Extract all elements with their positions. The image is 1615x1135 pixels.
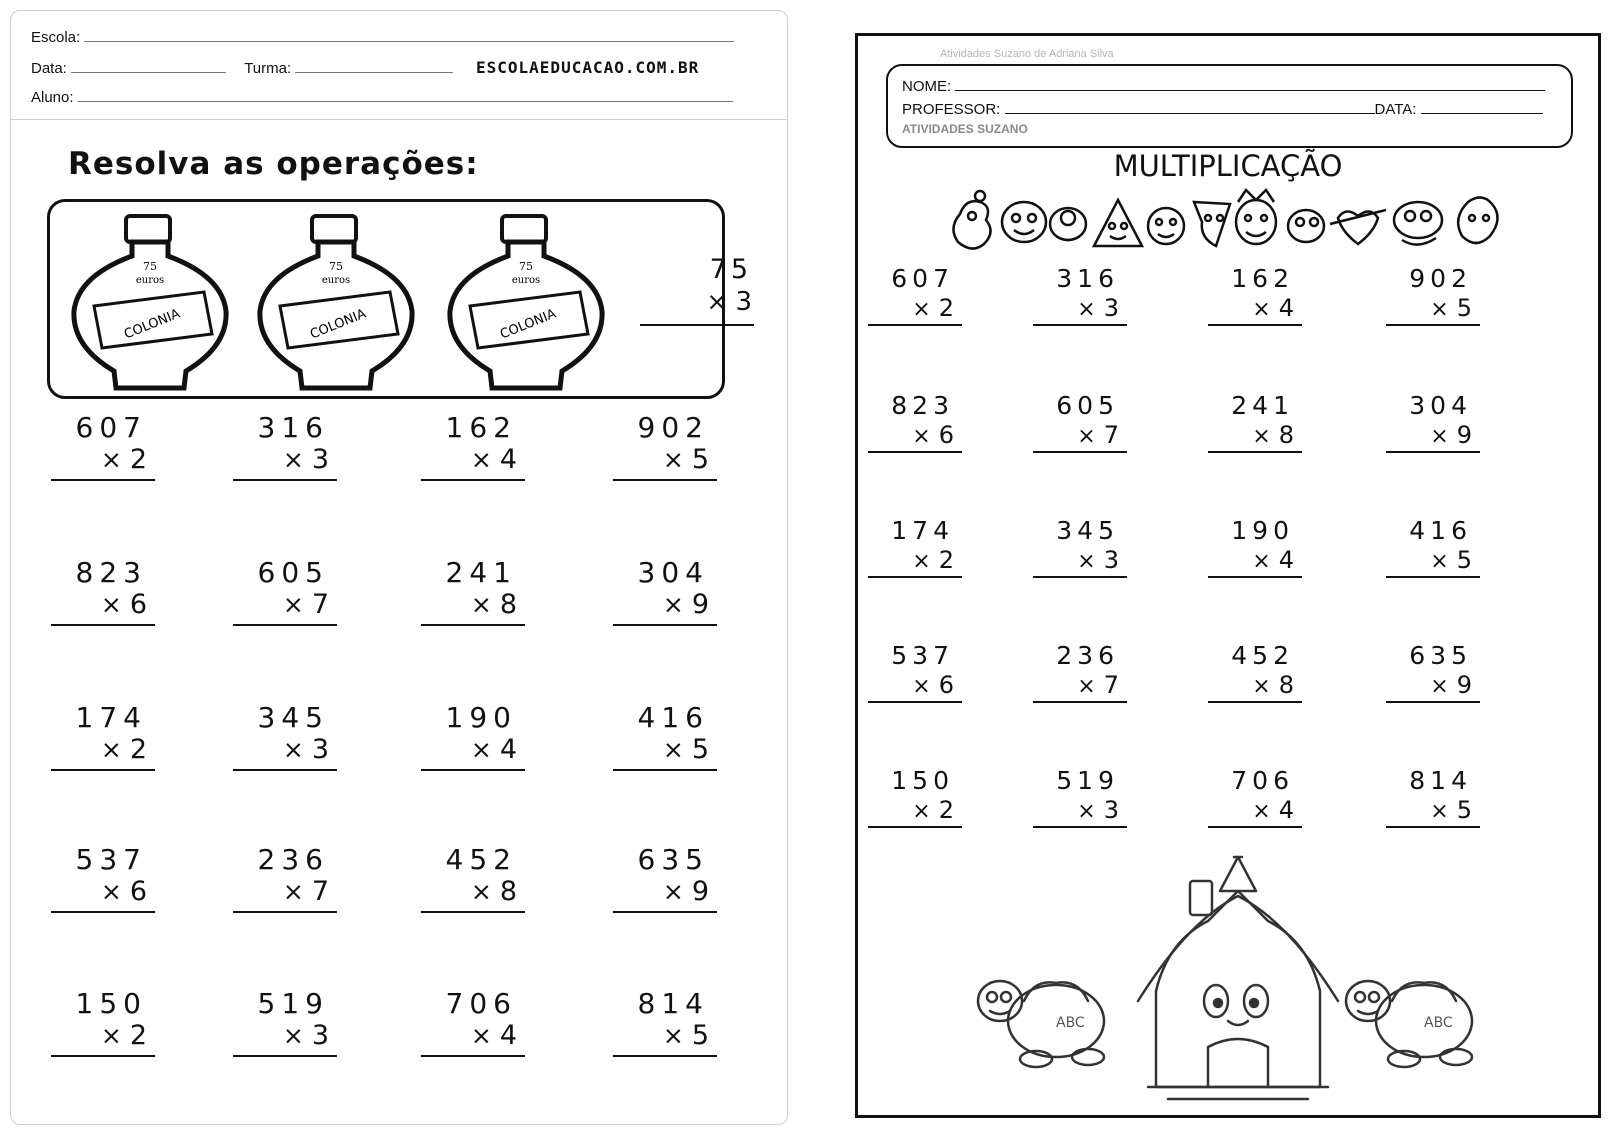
price-number: 75 <box>519 260 533 273</box>
multiplication-problem <box>868 264 962 324</box>
answer-line <box>613 1055 717 1057</box>
multiplicand: 635 <box>637 843 709 876</box>
multiplicand: 607 <box>75 411 147 444</box>
multiplication-problem <box>1208 391 1302 451</box>
multiplication-problem <box>1208 516 1302 576</box>
multiplier-row <box>471 444 517 475</box>
price-unit: euros <box>135 275 165 286</box>
multiplier-row <box>1430 671 1472 699</box>
worksheet-title: MULTIPLICAÇÃO <box>1113 149 1343 183</box>
multiplier: 5 <box>691 1020 709 1051</box>
answer-line <box>421 624 525 626</box>
times-symbol: × <box>1077 297 1096 322</box>
answer-line <box>1208 324 1302 326</box>
multiplier-row <box>471 589 517 620</box>
multiplier: 8 <box>499 589 517 620</box>
multiplier-row <box>1430 796 1472 824</box>
multiplier-row <box>101 589 147 620</box>
multiplier-row <box>1252 546 1294 574</box>
times-symbol: × <box>282 590 304 619</box>
multiplier: 4 <box>1278 546 1294 574</box>
times-symbol: × <box>912 799 931 824</box>
multiplication-problem <box>233 701 337 767</box>
multiplicand: 316 <box>1056 264 1119 293</box>
multiplicand: 150 <box>75 987 147 1020</box>
multiplication-problem <box>51 987 155 1053</box>
multiplication-problem <box>233 411 337 477</box>
multiplier: 7 <box>311 589 329 620</box>
data-turma-row <box>31 60 453 77</box>
multiplier: 8 <box>1278 421 1294 449</box>
multiplier: 2 <box>129 444 147 475</box>
multiplier: 5 <box>1456 796 1472 824</box>
multiplier-row <box>663 1020 709 1051</box>
times-symbol: × <box>1077 549 1096 574</box>
multiplication-problem <box>421 556 525 622</box>
multiplier: 3 <box>311 734 329 765</box>
multiplier-row <box>1077 421 1119 449</box>
nome-line <box>955 78 1545 91</box>
multiplier-row <box>283 589 329 620</box>
multiplier: 6 <box>938 421 954 449</box>
multiplicand: 537 <box>891 641 954 670</box>
multiplication-problem <box>421 701 525 767</box>
answer-line <box>868 451 962 453</box>
multiplier-row <box>1252 294 1294 322</box>
multiplier-row <box>1430 421 1472 449</box>
times-symbol: × <box>1430 674 1449 699</box>
multiplier-row <box>663 589 709 620</box>
multiplier: 5 <box>691 444 709 475</box>
multiplication-problem <box>1386 391 1480 451</box>
times-symbol: × <box>100 445 122 474</box>
price-number: 75 <box>143 260 157 273</box>
times-symbol: × <box>470 735 492 764</box>
answer-line <box>640 324 754 326</box>
multiplication-problem <box>868 766 962 826</box>
multiplier: 2 <box>938 796 954 824</box>
answer-line <box>868 701 962 703</box>
multiplicand: 519 <box>257 987 329 1020</box>
multiplication-problem <box>613 843 717 909</box>
answer-line <box>613 479 717 481</box>
multiplier: 3 <box>1103 546 1119 574</box>
multiplication-problem <box>1208 264 1302 324</box>
price-unit: euros <box>321 275 351 286</box>
answer-line <box>1033 451 1127 453</box>
multiplicand: 304 <box>1409 391 1472 420</box>
answer-line <box>1386 451 1480 453</box>
multiplicand: 345 <box>1056 516 1119 545</box>
answer-line <box>1386 324 1480 326</box>
times-symbol: × <box>662 1021 684 1050</box>
multiplication-problem <box>1386 641 1480 701</box>
multiplicand: 174 <box>891 516 954 545</box>
multiplier-row <box>283 1020 329 1051</box>
multiplier-row <box>912 294 954 322</box>
multiplier-row <box>1252 796 1294 824</box>
multiplicand: 75 <box>709 254 752 285</box>
answer-line <box>421 1055 525 1057</box>
worksheet-title: Resolva as operações: <box>68 146 479 182</box>
multiplication-problem <box>51 411 155 477</box>
data-line <box>71 60 226 73</box>
price-unit: euros <box>511 275 541 286</box>
multiplier-row <box>912 796 954 824</box>
multiplication-problem <box>51 843 155 909</box>
multiplication-problem <box>613 411 717 477</box>
times-symbol: × <box>662 877 684 906</box>
multiplier: 3 <box>311 444 329 475</box>
answer-line <box>421 479 525 481</box>
multiplicand: 519 <box>1056 766 1119 795</box>
aluno-label: Aluno: <box>31 89 74 106</box>
answer-line <box>233 769 337 771</box>
multiplier-row <box>707 287 753 317</box>
multiplier-row <box>663 734 709 765</box>
multiplication-problem <box>1033 391 1127 451</box>
answer-line <box>868 324 962 326</box>
multiplier-row <box>283 876 329 907</box>
answer-line <box>51 479 155 481</box>
answer-line <box>51 911 155 913</box>
multiplier-row <box>1077 546 1119 574</box>
times-symbol: × <box>1077 674 1096 699</box>
professor-row <box>902 101 1543 118</box>
answer-line <box>613 769 717 771</box>
multiplication-problem <box>1033 766 1127 826</box>
multiplication-problem <box>613 987 717 1053</box>
nome-label: NOME: <box>902 78 952 95</box>
multiplier-row <box>101 1020 147 1051</box>
multiplicand: 706 <box>1231 766 1294 795</box>
multiplier: 9 <box>691 589 709 620</box>
perfume-bottle-icon <box>252 206 422 396</box>
multiplicand: 416 <box>637 701 709 734</box>
times-symbol: × <box>662 735 684 764</box>
times-symbol: × <box>1430 549 1449 574</box>
answer-line <box>1208 826 1302 828</box>
times-symbol: × <box>662 590 684 619</box>
perfume-label: COLONIA <box>122 306 183 343</box>
multiplier: 8 <box>1278 671 1294 699</box>
times-symbol: × <box>912 674 931 699</box>
multiplication-problem <box>1033 516 1127 576</box>
answer-line <box>51 769 155 771</box>
multiplicand: 605 <box>257 556 329 589</box>
multiplicand: 607 <box>891 264 954 293</box>
times-symbol: × <box>1430 297 1449 322</box>
times-symbol: × <box>1252 549 1271 574</box>
multiplier: 7 <box>1103 421 1119 449</box>
times-symbol: × <box>470 1021 492 1050</box>
multiplier: 3 <box>311 1020 329 1051</box>
svg-text:ABC: ABC <box>1056 1015 1085 1031</box>
header-separator <box>11 119 787 120</box>
answer-line <box>1386 576 1480 578</box>
atividades-label: ATIVIDADES SUZANO <box>902 122 1028 136</box>
multiplier: 4 <box>1278 294 1294 322</box>
times-symbol: × <box>706 287 728 316</box>
perfume-label: COLONIA <box>498 306 559 343</box>
multiplier-row <box>101 876 147 907</box>
times-symbol: × <box>1077 799 1096 824</box>
multiplicand: 241 <box>1231 391 1294 420</box>
multiplier-row <box>471 1020 517 1051</box>
price-number: 75 <box>329 260 343 273</box>
multiplier-row <box>1430 546 1472 574</box>
times-symbol: × <box>282 735 304 764</box>
answer-line <box>1033 826 1127 828</box>
multiplier-row <box>101 444 147 475</box>
multiplicand: 605 <box>1056 391 1119 420</box>
times-symbol: × <box>470 590 492 619</box>
multiplicand: 635 <box>1409 641 1472 670</box>
multiplication-problem <box>421 411 525 477</box>
times-symbol: × <box>1252 674 1271 699</box>
multiplier-row <box>471 734 517 765</box>
multiplier: 7 <box>311 876 329 907</box>
times-symbol: × <box>1252 297 1271 322</box>
multiplicand: 162 <box>445 411 517 444</box>
multiplicand: 823 <box>75 556 147 589</box>
data-line <box>1421 101 1543 114</box>
multiplication-problem <box>1386 516 1480 576</box>
watermark-text: Atividades Suzano de Adriana Silva <box>940 48 1114 60</box>
answer-line <box>233 479 337 481</box>
times-symbol: × <box>912 424 931 449</box>
times-symbol: × <box>1252 424 1271 449</box>
multiplier: 6 <box>129 589 147 620</box>
answer-line <box>1033 701 1127 703</box>
answer-line <box>1033 576 1127 578</box>
multiplicand: 162 <box>1231 264 1294 293</box>
multiplier: 5 <box>691 734 709 765</box>
aluno-line <box>78 89 733 102</box>
multiplication-problem <box>613 556 717 622</box>
multiplier: 8 <box>499 876 517 907</box>
professor-line <box>1005 101 1375 114</box>
answer-line <box>1386 701 1480 703</box>
professor-label: PROFESSOR: <box>902 101 1001 118</box>
times-symbol: × <box>1252 799 1271 824</box>
brand-text: ESCOLAEDUCACAO.COM.BR <box>476 58 700 77</box>
answer-line <box>1033 324 1127 326</box>
right-worksheet <box>855 33 1601 1118</box>
multiplicand: 452 <box>1231 641 1294 670</box>
multiplier: 2 <box>938 546 954 574</box>
times-symbol: × <box>470 877 492 906</box>
perfume-problem-box <box>47 199 752 399</box>
multiplication-problem <box>1208 766 1302 826</box>
multiplication-problem <box>1208 641 1302 701</box>
multiplicand: 241 <box>445 556 517 589</box>
perfume-bottle-icon <box>442 206 612 396</box>
answer-line <box>233 1055 337 1057</box>
multiplier-row <box>1430 294 1472 322</box>
multiplicand: 345 <box>257 701 329 734</box>
multiplication-problem <box>233 987 337 1053</box>
multiplier-row <box>101 734 147 765</box>
answer-line <box>613 624 717 626</box>
multiplier: 3 <box>1103 796 1119 824</box>
multiplier: 4 <box>499 1020 517 1051</box>
multiplier: 9 <box>1456 421 1472 449</box>
multiplicand: 452 <box>445 843 517 876</box>
multiplication-problem <box>1033 264 1127 324</box>
aluno-row <box>31 89 733 106</box>
multiplier: 2 <box>129 734 147 765</box>
times-symbol: × <box>912 549 931 574</box>
perfume-multiplication <box>650 254 754 320</box>
multiplicand: 316 <box>257 411 329 444</box>
multiplier: 4 <box>499 444 517 475</box>
answer-line <box>51 1055 155 1057</box>
answer-line <box>233 624 337 626</box>
multiplier: 9 <box>691 876 709 907</box>
multiplier: 7 <box>1103 671 1119 699</box>
multiplier-row <box>1252 421 1294 449</box>
multiplicand: 902 <box>637 411 709 444</box>
escola-label: Escola: <box>31 29 81 46</box>
times-symbol: × <box>1430 424 1449 449</box>
multiplicand: 190 <box>1231 516 1294 545</box>
multiplier-row <box>1077 671 1119 699</box>
times-symbol: × <box>662 445 684 474</box>
multiplicand: 537 <box>75 843 147 876</box>
multiplier: 2 <box>938 294 954 322</box>
multiplicand: 236 <box>1056 641 1119 670</box>
answer-line <box>1386 826 1480 828</box>
multiplier: 3 <box>1103 294 1119 322</box>
times-symbol: × <box>100 590 122 619</box>
data-label: DATA: <box>1374 101 1417 118</box>
multiplier: 6 <box>129 876 147 907</box>
multiplier-row <box>912 421 954 449</box>
answer-line <box>421 911 525 913</box>
multiplier-row <box>912 546 954 574</box>
multiplicand: 814 <box>1409 766 1472 795</box>
cartoon-faces-row-icon <box>946 188 1506 256</box>
times-symbol: × <box>470 445 492 474</box>
perfume-bottle-1 <box>66 206 236 396</box>
multiplication-problem <box>868 516 962 576</box>
escola-row <box>31 29 734 46</box>
multiplication-problem <box>613 701 717 767</box>
multiplier: 5 <box>1456 546 1472 574</box>
times-symbol: × <box>1077 424 1096 449</box>
times-symbol: × <box>100 735 122 764</box>
multiplier-row <box>663 444 709 475</box>
perfume-label: COLONIA <box>308 306 369 343</box>
multiplicand: 823 <box>891 391 954 420</box>
multiplication-problem <box>233 556 337 622</box>
times-symbol: × <box>100 877 122 906</box>
multiplicand: 150 <box>891 766 954 795</box>
multiplier-row <box>283 444 329 475</box>
multiplicand: 236 <box>257 843 329 876</box>
times-symbol: × <box>282 445 304 474</box>
multiplier-row <box>1077 796 1119 824</box>
times-symbol: × <box>282 877 304 906</box>
multiplier-row <box>912 671 954 699</box>
answer-line <box>421 769 525 771</box>
multiplier: 5 <box>1456 294 1472 322</box>
multiplier: 9 <box>1456 671 1472 699</box>
multiplier-row <box>283 734 329 765</box>
multiplicand: 190 <box>445 701 517 734</box>
student-info-box <box>886 64 1573 148</box>
multiplier-row <box>471 876 517 907</box>
turma-label: Turma: <box>244 60 292 77</box>
multiplicand: 814 <box>637 987 709 1020</box>
perfume-bottle-2 <box>252 206 422 396</box>
multiplicand: 902 <box>1409 264 1472 293</box>
answer-line <box>1208 701 1302 703</box>
left-worksheet <box>10 10 788 1125</box>
multiplication-problem <box>1386 766 1480 826</box>
perfume-bottle-icon <box>66 206 236 396</box>
answer-line <box>868 826 962 828</box>
multiplier: 2 <box>129 1020 147 1051</box>
svg-text:ABC: ABC <box>1424 1015 1453 1031</box>
multiplication-problem <box>1386 264 1480 324</box>
multiplier: 6 <box>938 671 954 699</box>
multiplication-problem <box>51 701 155 767</box>
perfume-bottle-3 <box>442 206 612 396</box>
multiplier: 4 <box>1278 796 1294 824</box>
times-symbol: × <box>100 1021 122 1050</box>
times-symbol: × <box>1430 799 1449 824</box>
multiplication-problem <box>1033 641 1127 701</box>
nome-row <box>902 78 1545 95</box>
multiplication-problem <box>868 641 962 701</box>
multiplicand: 416 <box>1409 516 1472 545</box>
multiplicand: 706 <box>445 987 517 1020</box>
multiplication-problem <box>868 391 962 451</box>
multiplicand: 174 <box>75 701 147 734</box>
school-house-turtles-illustration-icon <box>938 851 1538 1106</box>
answer-line <box>613 911 717 913</box>
multiplier-row <box>663 876 709 907</box>
multiplication-problem <box>233 843 337 909</box>
multiplication-problem <box>421 843 525 909</box>
multiplication-problem <box>421 987 525 1053</box>
answer-line <box>233 911 337 913</box>
answer-line <box>1208 576 1302 578</box>
times-symbol: × <box>282 1021 304 1050</box>
times-symbol: × <box>912 297 931 322</box>
multiplier-row <box>1077 294 1119 322</box>
multiplier: 4 <box>499 734 517 765</box>
answer-line <box>51 624 155 626</box>
multiplication-problem <box>51 556 155 622</box>
escola-line <box>84 29 734 42</box>
answer-line <box>868 576 962 578</box>
multiplier: 3 <box>735 287 752 317</box>
answer-line <box>1208 451 1302 453</box>
multiplier-row <box>1252 671 1294 699</box>
data-label: Data: <box>31 60 67 77</box>
turma-line <box>295 60 453 73</box>
multiplicand: 304 <box>637 556 709 589</box>
